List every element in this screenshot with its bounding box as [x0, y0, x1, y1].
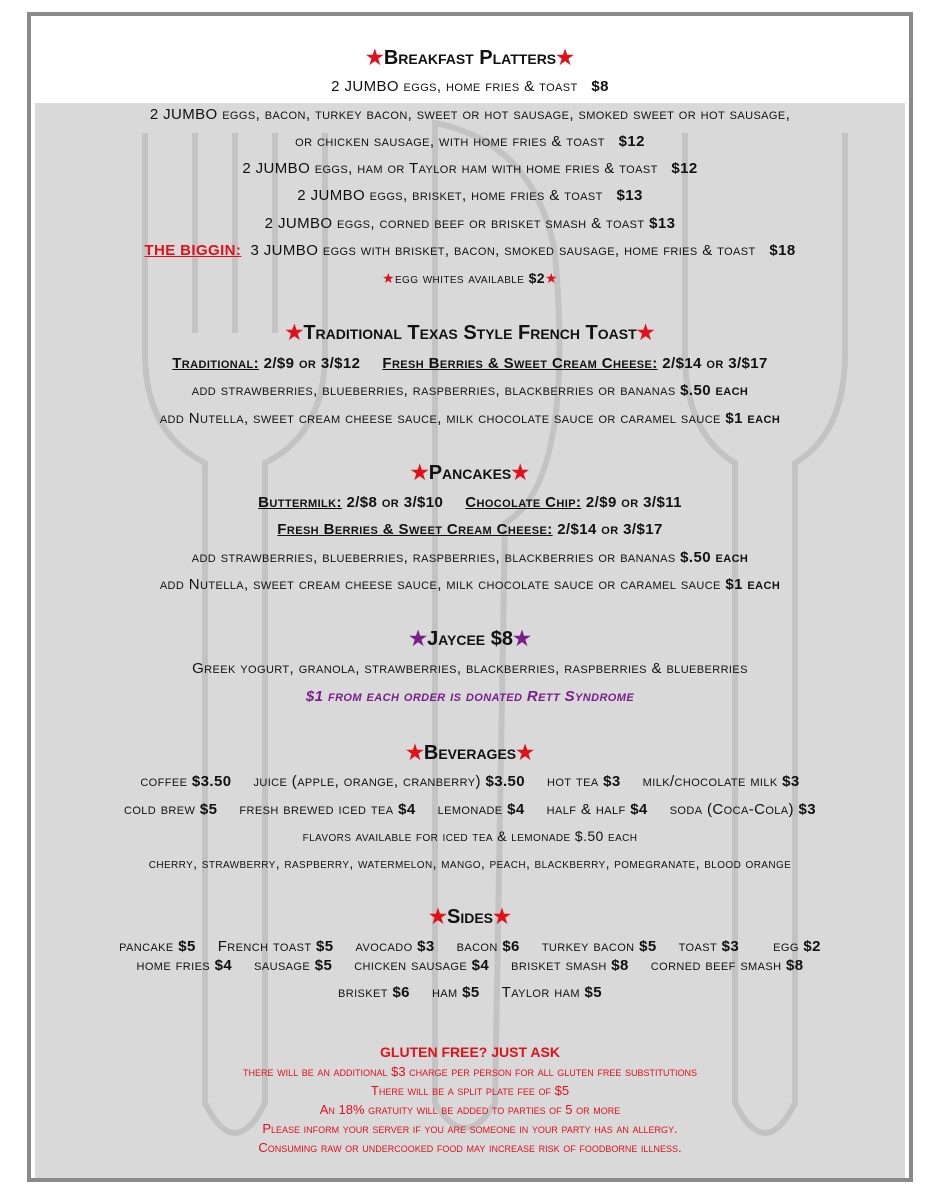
side-price: $5: [316, 938, 334, 955]
item-price: $2: [528, 270, 545, 286]
breakfast-item: [35, 106, 905, 123]
gluten-free-note: there will be an additional $3 charge per person for all gluten free substitutions: [243, 1064, 697, 1079]
item-text: 2 JUMBO eggs, corned beef or brisket smash & toast: [264, 215, 645, 232]
bev-name: soda (Coca-Cola): [669, 801, 794, 818]
star-icon: ★: [511, 462, 530, 484]
side-name: chicken sausage: [354, 957, 468, 974]
side-price: $5: [584, 984, 602, 1001]
side-price: $3: [417, 938, 435, 955]
item-text: 3 JUMBO eggs with brisket, bacon, smoked sausage, home fries & toast: [250, 242, 756, 259]
bev-price: $4: [630, 801, 648, 818]
side-name: French toast: [217, 938, 312, 955]
bev-name: coffee: [140, 773, 188, 790]
item-price: $12: [671, 160, 698, 177]
sides-header: [35, 904, 905, 929]
beverages-header: [35, 740, 905, 765]
side-name: sausage: [254, 957, 311, 974]
berries-price: 2/$14 or 3/$17: [557, 521, 663, 538]
beverages-row: [35, 801, 905, 818]
pancakes-header: [35, 460, 905, 485]
side-price: $6: [392, 984, 410, 1001]
berries-label: Fresh Berries & Sweet Cream Cheese:: [277, 521, 553, 538]
beverages-title: Beverages: [423, 742, 517, 764]
pancakes-addon: [35, 576, 905, 593]
side-price: $5: [178, 938, 196, 955]
item-price: $18: [769, 242, 796, 259]
side-name: toast: [678, 938, 718, 955]
bev-price: $3.50: [191, 773, 232, 790]
biggin-item: [35, 242, 905, 259]
menu-content: [35, 0, 905, 1200]
star-icon: ★: [512, 628, 531, 650]
item-price: $12: [618, 133, 645, 150]
star-icon: ★: [556, 47, 575, 69]
side-name: Taylor ham: [501, 984, 580, 1001]
addon-text: add Nutella, sweet cream cheese sauce, milk chocolate sauce or caramel sauce: [159, 410, 721, 427]
bev-price: $4: [398, 801, 416, 818]
berries-label: Fresh Berries & Sweet Cream Cheese:: [382, 355, 658, 372]
addon-text: add Nutella, sweet cream cheese sauce, milk chocolate sauce or caramel sauce: [159, 576, 721, 593]
star-icon: ★: [410, 462, 429, 484]
side-price: $6: [502, 938, 520, 955]
item-text: 2 JUMBO eggs, home fries & toast: [331, 78, 578, 95]
bev-name: fresh brewed iced tea: [239, 801, 394, 818]
breakfast-item: [35, 133, 905, 150]
item-text: Greek yogurt, granola, strawberries, blackberries, raspberries & blueberries: [192, 660, 748, 677]
bev-price: $3: [782, 773, 800, 790]
bev-name: lemonade: [437, 801, 503, 818]
split-plate-note: There will be a split plate fee of $5: [370, 1083, 570, 1098]
addon-price: $.50 each: [680, 382, 749, 399]
item-text: or chicken sausage, with home fries & toast: [295, 133, 605, 150]
gluten-free-title: GLUTEN FREE? JUST ASK: [380, 1044, 560, 1060]
french-toast-addon: [35, 382, 905, 399]
side-price: $2: [803, 938, 821, 955]
side-name: brisket smash: [511, 957, 607, 974]
bev-name: half & half: [546, 801, 626, 818]
jaycee-description: [35, 660, 905, 677]
flavors-note-text: flavors available for iced tea & lemonade $.50 each: [302, 828, 638, 844]
side-name: egg: [773, 938, 799, 955]
addon-text: add strawberries, blueberries, raspberries, blackberries or bananas: [191, 382, 676, 399]
jaycee-header: [35, 626, 905, 651]
star-icon: ★: [409, 628, 428, 650]
breakfast-item: [35, 78, 905, 95]
buttermilk-label: Buttermilk:: [258, 494, 342, 511]
sides-row: [35, 984, 905, 1001]
side-name: ham: [431, 984, 458, 1001]
side-price: $3: [721, 938, 740, 955]
side-price: $8: [786, 957, 804, 974]
french-toast-addon: [35, 410, 905, 427]
buttermilk-price: 2/$8 or 3/$10: [346, 494, 444, 511]
side-price: $8: [611, 957, 629, 974]
allergy-note: Please inform your server if you are someone in your party has an allergy.: [262, 1121, 678, 1136]
egg-whites-note: [35, 270, 905, 287]
sides-row: [35, 938, 905, 955]
side-name: bacon: [456, 938, 498, 955]
side-name: home fries: [136, 957, 211, 974]
star-icon: ★: [382, 270, 395, 286]
star-icon: ★: [636, 322, 655, 344]
side-price: $5: [462, 984, 480, 1001]
addon-price: $1 each: [725, 576, 781, 593]
item-text: 2 JUMBO eggs, ham or Taylor ham with home fries & toast: [242, 160, 658, 177]
side-name: avocado: [355, 938, 413, 955]
item-price: $8: [591, 78, 609, 95]
addon-text: add strawberries, blueberries, raspberries, blackberries or bananas: [191, 549, 676, 566]
star-icon: ★: [285, 322, 304, 344]
beverages-row: [35, 773, 905, 790]
bev-price: $4: [507, 801, 525, 818]
traditional-label: Traditional:: [172, 355, 260, 372]
pancakes-addon: [35, 549, 905, 566]
bev-price: $3: [798, 801, 817, 818]
item-price: $13: [616, 187, 643, 204]
star-icon: ★: [516, 742, 535, 764]
side-name: turkey bacon: [541, 938, 635, 955]
jaycee-title: Jaycee $8: [427, 628, 513, 650]
berries-price: 2/$14 or 3/$17: [662, 355, 768, 372]
chocolate-chip-label: Chocolate Chip:: [465, 494, 582, 511]
bev-price: $3: [603, 773, 621, 790]
breakfast-item: [35, 215, 905, 232]
side-name: pancake: [119, 938, 174, 955]
bev-name: cold brew: [123, 801, 196, 818]
bev-name: hot tea: [547, 773, 599, 790]
sides-row: [35, 957, 905, 974]
side-name: brisket: [337, 984, 388, 1001]
breakfast-title: Breakfast Platters: [383, 47, 557, 69]
raw-food-warning: Consuming raw or undercooked food may increase risk of foodborne illness.: [258, 1140, 682, 1155]
flavors-list: [35, 855, 905, 871]
side-price: $5: [314, 957, 333, 974]
french-toast-title: Traditional Texas Style French Toast: [303, 322, 637, 344]
breakfast-item: [35, 160, 905, 177]
addon-price: $1 each: [725, 410, 781, 427]
breakfast-header: [35, 45, 905, 70]
side-price: $4: [471, 957, 490, 974]
pancakes-title: Pancakes: [428, 462, 512, 484]
item-text: 2 JUMBO eggs, bacon, turkey bacon, sweet or hot sausage, smoked sweet or hot sausage,: [149, 106, 791, 123]
gratuity-note: An 18% gratuity will be added to parties of 5 or more: [319, 1102, 621, 1117]
star-icon: ★: [365, 47, 384, 69]
bev-price: $5: [199, 801, 218, 818]
french-toast-prices: [35, 355, 905, 372]
item-price: $13: [649, 215, 676, 232]
french-toast-header: [35, 320, 905, 345]
bev-name: milk/chocolate milk: [642, 773, 778, 790]
donation-note: $1 from each order is donated Rett Syndrome: [305, 688, 635, 705]
pancakes-prices: [35, 494, 905, 511]
addon-price: $.50 each: [680, 549, 749, 566]
sides-title: Sides: [446, 906, 493, 928]
side-price: $5: [639, 938, 657, 955]
bev-price: $3.50: [485, 773, 525, 790]
star-icon: ★: [493, 906, 511, 928]
side-name: corned beef smash: [650, 957, 782, 974]
traditional-price: 2/$9 or 3/$12: [263, 355, 361, 372]
flavors-note: [35, 828, 905, 844]
pancakes-berries: [35, 521, 905, 538]
item-text: 2 JUMBO eggs, brisket, home fries & toast: [297, 187, 603, 204]
star-icon: ★: [405, 742, 424, 764]
bev-name: juice (apple, orange, cranberry): [253, 773, 481, 790]
side-price: $4: [214, 957, 233, 974]
star-icon: ★: [545, 270, 558, 286]
star-icon: ★: [429, 906, 447, 928]
flavors-list-text: cherry, strawberry, raspberry, watermelon, mango, peach, blackberry, pomegranate, blood orange: [148, 855, 792, 871]
jaycee-donation: [35, 688, 905, 705]
breakfast-item: [35, 187, 905, 204]
chocolate-chip-price: 2/$9 or 3/$11: [585, 494, 682, 511]
item-text: egg whites available: [394, 270, 525, 286]
biggin-label: THE BIGGIN:: [144, 242, 242, 259]
